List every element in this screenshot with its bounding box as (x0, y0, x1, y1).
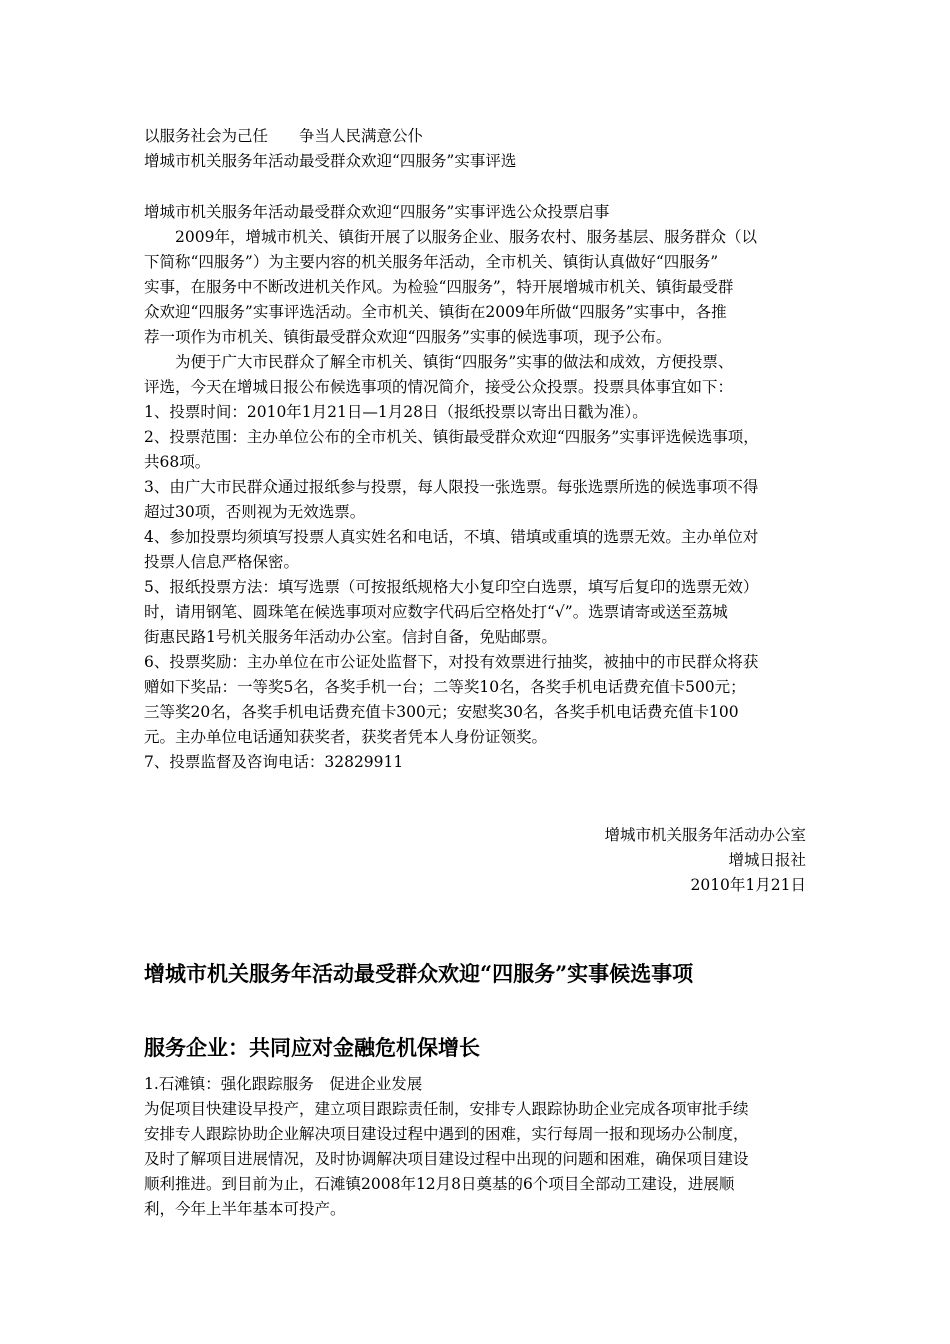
candidates-title: 增城市机关服务年活动最受群众欢迎“四服务”实事候选事项 (144, 961, 694, 986)
notice-para1-line: 众欢迎“四服务”实事评选活动。全市机关、镇街在2009年所做“四服务”实事中，各推 (144, 303, 727, 321)
notice-item-line: 1、投票时间：2010年1月21日—1月28日（报纸投票以寄出日戳为准）。 (144, 403, 648, 421)
notice-title: 增城市机关服务年活动最受群众欢迎“四服务”实事评选公众投票启事 (144, 203, 610, 221)
candidate-item-body-line: 顺利推进。到目前为止，石滩镇2008年12月8日奠基的6个项目全部动工建设，进展顺 (144, 1175, 735, 1193)
notice-para1-line: 荐一项作为市机关、镇街最受群众欢迎“四服务”实事的候选事项，现予公布。 (144, 328, 672, 346)
header-subtitle: 增城市机关服务年活动最受群众欢迎“四服务”实事评选 (144, 152, 517, 170)
notice-para1-line: 2009年，增城市机关、镇街开展了以服务企业、服务农村、服务基层、服务群众（以 (175, 228, 757, 246)
notice-item-line: 三等奖20名，各奖手机电话费充值卡300元；安慰奖30名，各奖手机电话费充值卡100 (144, 703, 739, 721)
notice-item-line: 投票人信息严格保密。 (144, 553, 300, 571)
candidate-item-body-line: 为促项目快建设早投产，建立项目跟踪责任制，安排专人跟踪协助企业完成各项审批手续 (144, 1100, 749, 1118)
notice-item-line: 赠如下奖品：一等奖5名，各奖手机一台；二等奖10名，各奖手机电话费充值卡500元； (144, 678, 746, 696)
signature-org2: 增城日报社 (728, 851, 806, 869)
notice-item-line: 5、报纸投票方法：填写选票（可按报纸规格大小复印空白选票，填写后复印的选票无效） (144, 578, 759, 596)
signature-date: 2010年1月21日 (690, 876, 806, 894)
section-title: 服务企业：共同应对金融危机保增长 (144, 1035, 480, 1060)
header-block (144, 124, 816, 174)
notice-item-line: 超过30项，否则视为无效选票。 (144, 503, 366, 521)
notice-item-line: 3、由广大市民群众通过报纸参与投票，每人限投一张选票。每张选票所选的候选事项不得 (144, 478, 759, 496)
notice-item-line: 时，请用钢笔、圆珠笔在候选事项对应数字代码后空格处打“√”。选票请寄或送至荔城 (144, 603, 728, 621)
notice-item-line: 2、投票范围：主办单位公布的全市机关、镇街最受群众欢迎“四服务”实事评选候选事项， (144, 428, 759, 446)
candidate-item-body-line: 及时了解项目进展情况，及时协调解决项目建设过程中出现的问题和困难，确保项目建设 (144, 1150, 749, 1168)
notice-item-line: 4、参加投票均须填写投票人真实姓名和电话，不填、错填或重填的选票无效。主办单位对 (144, 528, 759, 546)
notice-para1-line: 实事，在服务中不断改进机关作风。为检验“四服务”，特开展增城市机关、镇街最受群 (144, 278, 734, 296)
header-slogan: 以服务社会为己任 争当人民满意公仆 (144, 127, 424, 145)
candidate-item-body-line: 利，今年上半年基本可投产。 (144, 1200, 346, 1218)
notice-item-line: 6、投票奖励：主办单位在市公证处监督下，对投有效票进行抽奖，被抽中的市民群众将获 (144, 653, 759, 671)
notice-item-line: 共68项。 (144, 453, 211, 471)
notice-item-line: 街惠民路1号机关服务年活动办公室。信封自备，免贴邮票。 (144, 628, 557, 646)
notice-item-line: 元。主办单位电话通知获奖者，获奖者凭本人身份证领奖。 (144, 728, 548, 746)
candidate-item-1 (144, 1072, 816, 1222)
notice-para2-line: 评选，今天在增城日报公布候选事项的情况简介，接受公众投票。投票具体事宜如下： (144, 378, 734, 396)
signature-block (406, 823, 806, 898)
notice-block (144, 200, 816, 775)
candidate-item-title: 1.石滩镇：强化跟踪服务 促进企业发展 (144, 1075, 423, 1093)
notice-item-line: 7、投票监督及咨询电话：32829911 (144, 753, 404, 771)
notice-para1-line: 下简称“四服务”）为主要内容的机关服务年活动，全市机关、镇街认真做好“四服务” (144, 253, 719, 271)
candidate-item-body-line: 安排专人跟踪协助企业解决项目建设过程中遇到的困难，实行每周一报和现场办公制度， (144, 1125, 749, 1143)
notice-para2-line: 为便于广大市民群众了解全市机关、镇街“四服务”实事的做法和成效，方便投票、 (175, 353, 734, 371)
signature-org1: 增城市机关服务年活动办公室 (604, 826, 806, 844)
